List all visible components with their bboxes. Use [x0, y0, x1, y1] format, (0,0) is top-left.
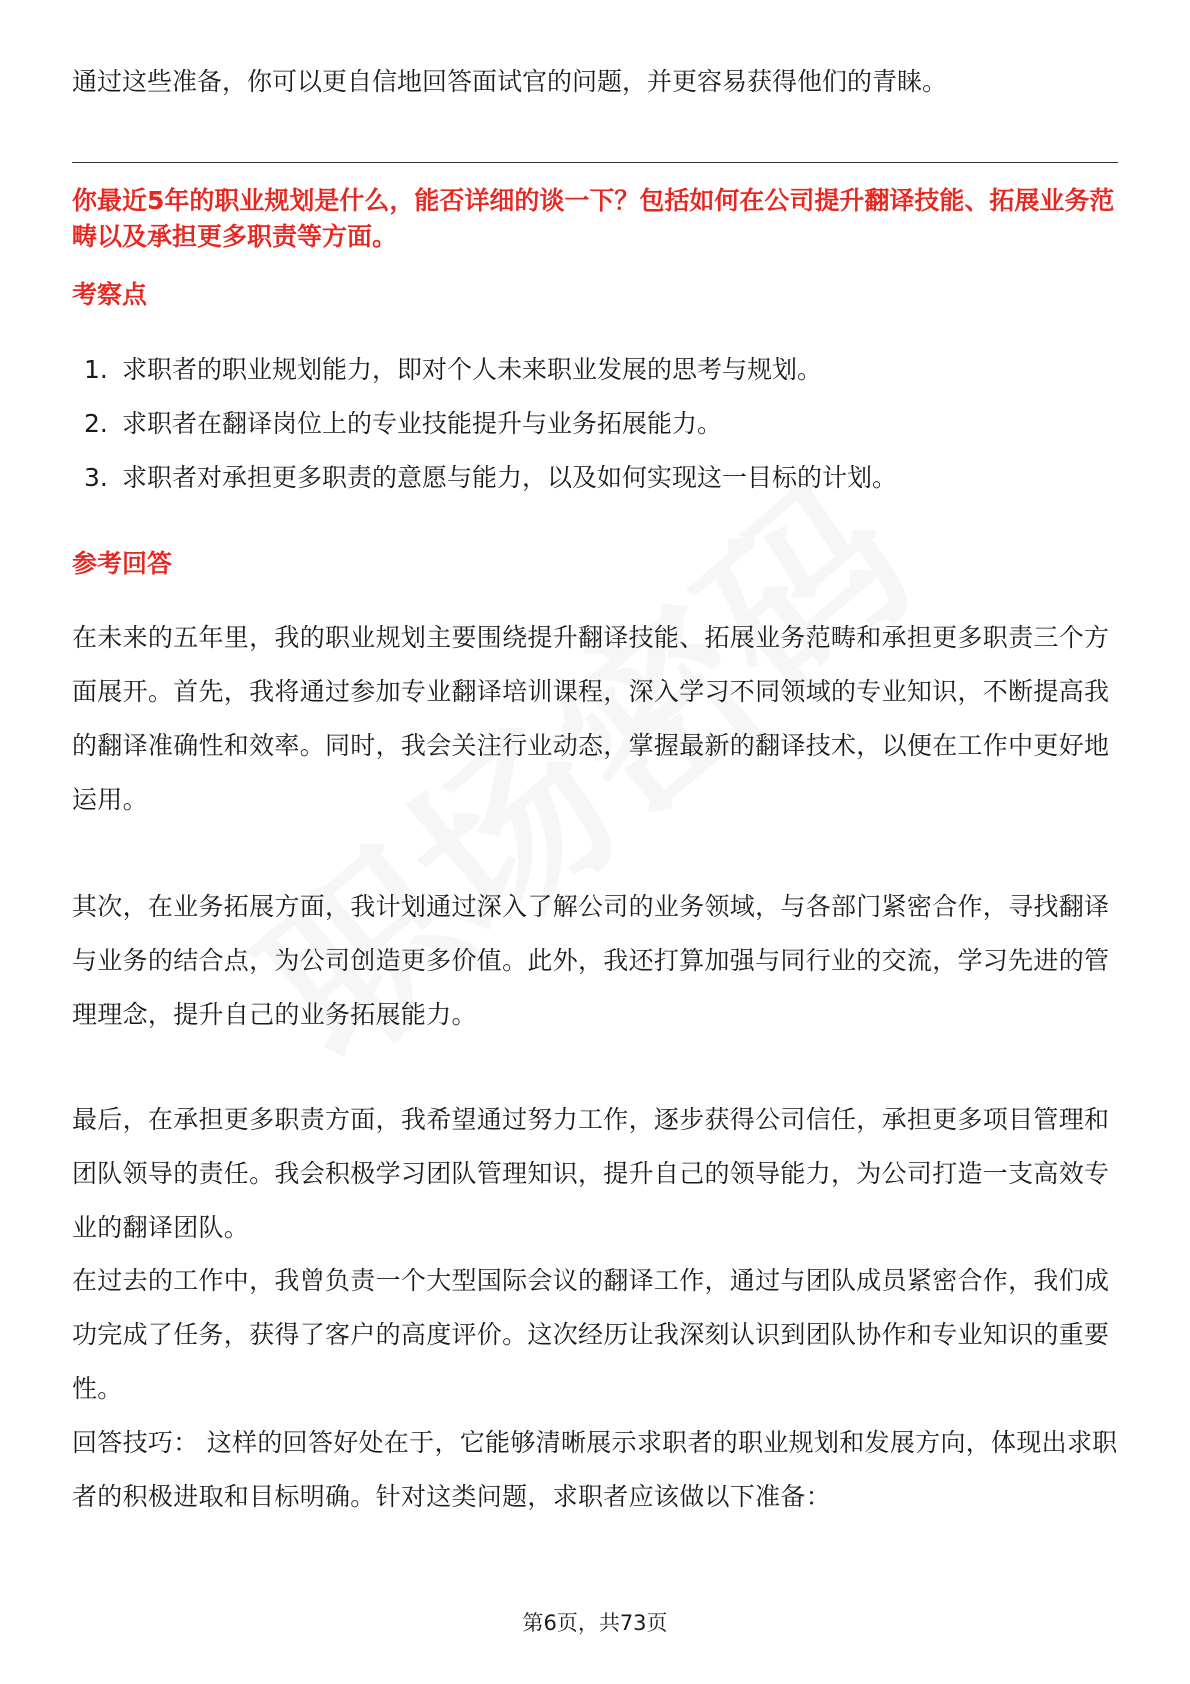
answer-paragraph: 其次，在业务拓展方面，我计划通过深入了解公司的业务领域，与各部门紧密合作，寻找翻译与业务的结合点，为公司创造更多价值。此外，我还打算加强与同行业的交流，学习先进的管理理念，提升自己的业务拓展能力。	[72, 892, 1110, 1029]
answer-paragraph: 在未来的五年里，我的职业规划主要围绕提升翻译技能、拓展业务范畴和承担更多职责三个方面展开。首先，我将通过参加专业翻译培训课程，深入学习不同领域的专业知识，不断提高我的翻译准确性和效率。同时，我会关注行业动态，掌握最新的翻译技术，以便在工作中更好地运用。	[72, 623, 1110, 814]
answer-tips-paragraph: 回答技巧： 这样的回答好处在于，它能够清晰展示求职者的职业规划和发展方向，体现出求职者的积极进取和目标明确。针对这类问题，求职者应该做以下准备：	[72, 1428, 1118, 1511]
points-title: 考察点	[72, 280, 148, 309]
answer-paragraph: 最后，在承担更多职责方面，我希望通过努力工作，逐步获得公司信任，承担更多项目管理和团队领导的责任。我会积极学习团队管理知识，提升自己的领导能力，为公司打造一支高效专业的翻译团队。	[72, 1105, 1110, 1242]
list-item-number: 2.	[84, 409, 108, 438]
page-footer: 第6页，共73页	[522, 1611, 668, 1635]
answer-paragraph: 在过去的工作中，我曾负责一个大型国际会议的翻译工作，通过与团队成员紧密合作，我们成功完成了任务，获得了客户的高度评价。这次经历让我深刻认识到团队协作和专业知识的重要性。	[72, 1266, 1110, 1403]
list-item	[84, 350, 1118, 390]
points-list	[84, 350, 1118, 512]
question-heading: 你最近5年的职业规划是什么，能否详细的谈一下？包括如何在公司提升翻译技能、拓展业务范畴以及承担更多职责等方面。	[72, 186, 1115, 251]
list-item-number: 1.	[84, 355, 108, 384]
divider	[72, 162, 1118, 163]
list-item	[84, 458, 1118, 498]
answer-title: 参考回答	[72, 549, 173, 578]
list-item-text: 求职者的职业规划能力，即对个人未来职业发展的思考与规划。	[122, 355, 823, 384]
list-item-text: 求职者对承担更多职责的意愿与能力，以及如何实现这一目标的计划。	[122, 463, 898, 492]
list-item-text: 求职者在翻译岗位上的专业技能提升与业务拓展能力。	[122, 409, 723, 438]
list-item	[84, 404, 1118, 444]
list-item-number: 3.	[84, 463, 108, 492]
intro-text: 通过这些准备，你可以更自信地回答面试官的问题，并更容易获得他们的青睐。	[72, 67, 948, 96]
